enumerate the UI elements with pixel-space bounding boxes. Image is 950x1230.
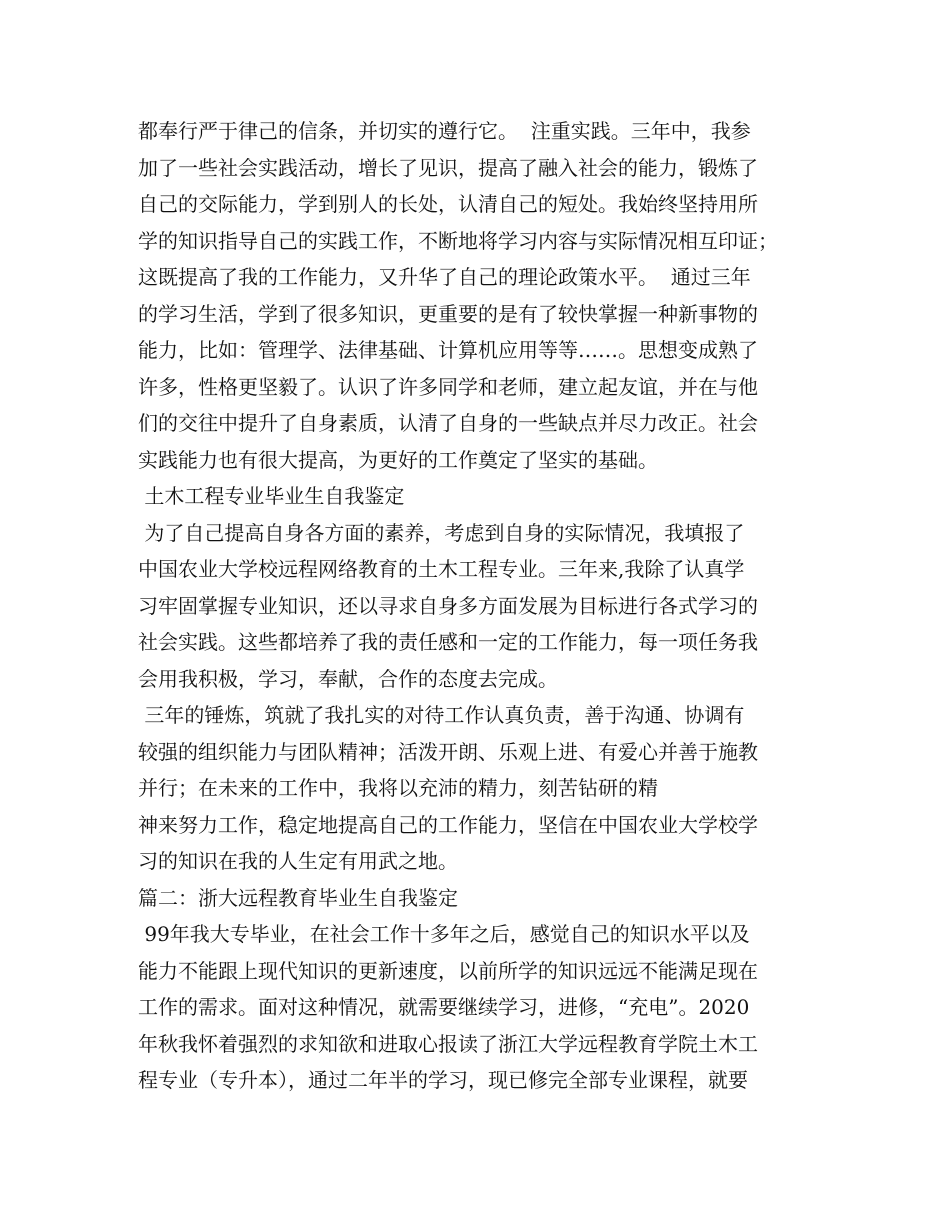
text-line: 99年我大专毕业，在社会工作十多年之后，感觉自己的知识水平以及 — [138, 922, 750, 946]
text-line: 社会实践。这些都培养了我的责任感和一定的工作能力，每一项任务我 — [138, 630, 758, 654]
text-line: 的学习生活，学到了很多知识，更重要的是有了较快掌握一种新事物的 — [138, 301, 758, 326]
text-line: 习的知识在我的人生定有用武之地。 — [138, 849, 458, 873]
text-line: 能力不能跟上现代知识的更新速度，以前所学的知识远远不能满足现在 — [138, 958, 758, 983]
text-line: 三年的锤炼，筑就了我扎实的对待工作认真负责，善于沟通、协调有 — [138, 703, 745, 727]
text-line: 们的交往中提升了自身素质，认清了自身的一些缺点并尽力改正。社会 — [138, 411, 758, 435]
text-line: 为了自己提高自身各方面的素养，考虑到自身的实际情况，我填报了 — [138, 520, 745, 545]
text-line: 程专业（专升本），通过二年半的学习，现已修完全部专业课程，就要 — [138, 1068, 748, 1092]
text-line: 这既提高了我的工作能力，又升华了自己的理论政策水平。 通过三年 — [138, 265, 751, 289]
text-line: 能力，比如：管理学、法律基础、计算机应用等等……。思想变成熟了 — [138, 338, 758, 362]
text-line: 并行；在未来的工作中，我将以充沛的精力，刻苦钻研的精 — [138, 776, 658, 800]
text-line: 会用我积极，学习，奉献，合作的态度去完成。 — [138, 666, 558, 691]
text-line: 年秋我怀着强烈的求知欲和进取心报读了浙江大学远程教育学院土木工 — [138, 1031, 758, 1056]
text-line: 习牢固掌握专业知识，还以寻求自身多方面发展为目标进行各式学习的 — [138, 593, 758, 618]
document-body — [138, 113, 828, 1099]
text-line: 自己的交际能力，学到别人的长处，认清自己的短处。我始终坚持用所 — [138, 192, 758, 216]
section-heading: 土木工程专业毕业生自我鉴定 — [138, 484, 405, 508]
text-line: 中国农业大学校远程网络教育的土木工程专业。三年来,我除了认真学 — [138, 557, 745, 581]
text-line: 加了一些社会实践活动，增长了见识，提高了融入社会的能力，锻炼了 — [138, 155, 758, 180]
text-line: 都奉行严于律己的信条，并切实的遵行它。 注重实践。三年中，我参 — [138, 119, 751, 143]
text-line: 实践能力也有很大提高，为更好的工作奠定了坚实的基础。 — [138, 447, 658, 472]
text-line: 许多，性格更坚毅了。认识了许多同学和老师，建立起友谊，并在与他 — [138, 374, 758, 399]
section-heading: 篇二：浙大远程教育毕业生自我鉴定 — [138, 885, 458, 910]
text-line: 学的知识指导自己的实践工作，不断地将学习内容与实际情况相互印证； — [138, 228, 778, 253]
text-line: 较强的组织能力与团队精神；活泼开朗、乐观上进、有爱心并善于施教 — [138, 739, 758, 764]
text-line: 工作的需求。面对这种情况，就需要继续学习，进修，“充电”。2020 — [138, 995, 750, 1019]
text-line: 神来努力工作，稳定地提高自己的工作能力，坚信在中国农业大学校学 — [138, 812, 758, 837]
